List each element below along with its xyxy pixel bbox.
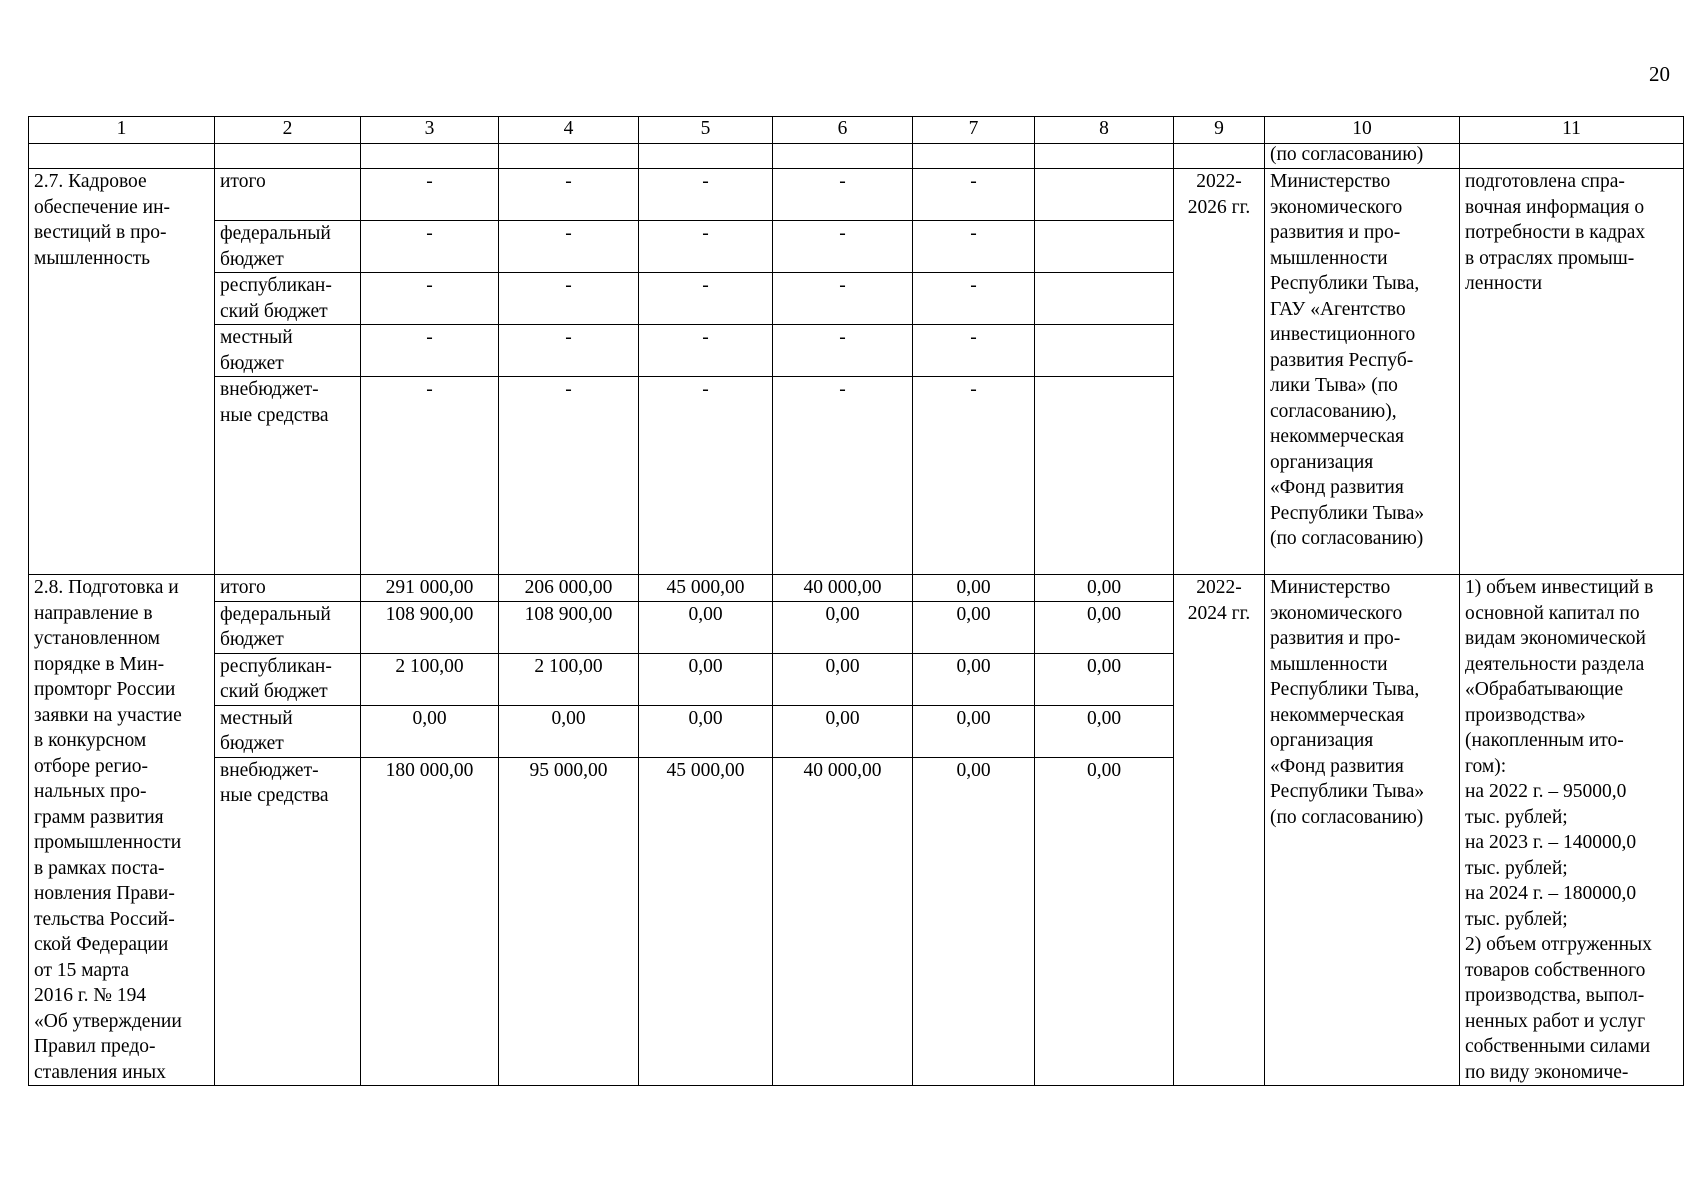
expected-result: 1) объем инвестиций в основной капитал по видам экономической деятельности раздела «Обрабатывающие производства» (накопленным ито- гом): на 2022 г. – 95000,0 тыс. рублей; на 2023 г. – 140000,0 тыс. рублей; на 2024 г. – 180000,0 тыс. рублей; 2) объем отгруженных товаров собственного производства, выпол- ненных работ и услуг собственными силами по виду экономиче-	[1460, 575, 1684, 1086]
amount-cell: -	[499, 221, 639, 273]
amount-cell: -	[773, 169, 913, 221]
amount-cell	[1035, 273, 1174, 325]
amount-cell	[1035, 377, 1174, 575]
amount-cell: 0,00	[639, 705, 773, 757]
funding-source: федеральный бюджет	[215, 221, 361, 273]
amount-cell: 0,00	[913, 653, 1035, 705]
program-activities-table	[28, 116, 1684, 1086]
amount-cell: -	[913, 377, 1035, 575]
amount-cell: 0,00	[913, 757, 1035, 1086]
amount-cell: 0,00	[1035, 757, 1174, 1086]
continuation-row	[29, 144, 1684, 169]
empty-cell	[1035, 144, 1174, 169]
funding-source: итого	[215, 169, 361, 221]
amount-cell: 40 000,00	[773, 575, 913, 602]
funding-source: внебюджет- ные средства	[215, 377, 361, 575]
responsible-executor: Министерство экономического развития и про- мышленности Республики Тыва, ГАУ «Агентство инвестиционного развития Респуб- лики Тыва» (по согласованию), некоммерческая организация «Фонд развития Республики Тыва» (по согласованию)	[1265, 169, 1460, 575]
amount-cell: 0,00	[773, 653, 913, 705]
amount-cell: 0,00	[913, 575, 1035, 602]
empty-cell	[499, 144, 639, 169]
empty-cell	[361, 144, 499, 169]
empty-cell	[29, 144, 215, 169]
amount-cell: 45 000,00	[639, 575, 773, 602]
amount-cell: 0,00	[1035, 653, 1174, 705]
funding-source: итого	[215, 575, 361, 602]
amount-cell: 0,00	[913, 705, 1035, 757]
amount-cell: -	[499, 377, 639, 575]
amount-cell: -	[361, 169, 499, 221]
amount-cell: -	[361, 221, 499, 273]
amount-cell	[1035, 221, 1174, 273]
amount-cell: -	[773, 221, 913, 273]
amount-cell: 40 000,00	[773, 757, 913, 1086]
funding-source: внебюджет- ные средства	[215, 757, 361, 1086]
empty-cell	[1460, 144, 1684, 169]
funding-source: республикан- ский бюджет	[215, 273, 361, 325]
implementation-years: 2022- 2024 гг.	[1174, 575, 1265, 1086]
amount-cell: 0,00	[361, 705, 499, 757]
amount-cell: -	[639, 377, 773, 575]
section-2-7-total-row	[29, 169, 1684, 221]
amount-cell: 0,00	[1035, 575, 1174, 602]
amount-cell: 291 000,00	[361, 575, 499, 602]
column-number: 7	[913, 117, 1035, 144]
column-number: 10	[1265, 117, 1460, 144]
amount-cell: 108 900,00	[499, 601, 639, 653]
column-number: 11	[1460, 117, 1684, 144]
amount-cell: -	[773, 273, 913, 325]
amount-cell: 0,00	[773, 705, 913, 757]
expected-result: подготовлена спра- вочная информация о потребности в кадрах в отраслях промыш- ленности	[1460, 169, 1684, 575]
amount-cell: 45 000,00	[639, 757, 773, 1086]
amount-cell: -	[773, 325, 913, 377]
funding-source: федеральный бюджет	[215, 601, 361, 653]
amount-cell: 2 100,00	[499, 653, 639, 705]
funding-source: республикан- ский бюджет	[215, 653, 361, 705]
amount-cell: -	[913, 325, 1035, 377]
amount-cell: 180 000,00	[361, 757, 499, 1086]
funding-source: местный бюджет	[215, 325, 361, 377]
activity-title: 2.7. Кадровое обеспечение ин- вестиций в про- мышленность	[29, 169, 215, 575]
amount-cell: -	[639, 273, 773, 325]
amount-cell: -	[773, 377, 913, 575]
empty-cell	[773, 144, 913, 169]
amount-cell: 0,00	[639, 601, 773, 653]
executor-continuation: (по согласованию)	[1265, 144, 1460, 169]
column-number: 3	[361, 117, 499, 144]
amount-cell: -	[499, 325, 639, 377]
amount-cell: -	[499, 169, 639, 221]
responsible-executor: Министерство экономического развития и про- мышленности Республики Тыва, некоммерческая организация «Фонд развития Республики Тыва» (по согласованию)	[1265, 575, 1460, 1086]
funding-source: местный бюджет	[215, 705, 361, 757]
amount-cell: -	[361, 325, 499, 377]
empty-cell	[215, 144, 361, 169]
activity-title: 2.8. Подготовка и направление в установленном порядке в Мин- промторг России заявки на участие в конкурсном отборе регио- нальных про- грамм развития промышленности в рамках поста- новления Прави- тельства Россий- ской Федерации от 15 марта 2016 г. № 194 «Об утверждении Правил предо- ставления иных	[29, 575, 215, 1086]
column-number: 1	[29, 117, 215, 144]
amount-cell	[1035, 169, 1174, 221]
section-2-8-total-row	[29, 575, 1684, 602]
column-number: 5	[639, 117, 773, 144]
amount-cell: 2 100,00	[361, 653, 499, 705]
amount-cell: -	[361, 273, 499, 325]
amount-cell: 0,00	[913, 601, 1035, 653]
amount-cell: -	[913, 221, 1035, 273]
amount-cell: -	[913, 273, 1035, 325]
amount-cell: 0,00	[639, 653, 773, 705]
amount-cell: 108 900,00	[361, 601, 499, 653]
amount-cell: 0,00	[773, 601, 913, 653]
column-number: 8	[1035, 117, 1174, 144]
amount-cell: -	[499, 273, 639, 325]
empty-cell	[639, 144, 773, 169]
amount-cell: 0,00	[1035, 601, 1174, 653]
amount-cell: -	[639, 325, 773, 377]
amount-cell: 0,00	[499, 705, 639, 757]
column-number: 4	[499, 117, 639, 144]
page-number: 20	[1649, 62, 1670, 86]
amount-cell: 0,00	[1035, 705, 1174, 757]
amount-cell	[1035, 325, 1174, 377]
amount-cell: -	[639, 169, 773, 221]
amount-cell: 206 000,00	[499, 575, 639, 602]
column-number: 9	[1174, 117, 1265, 144]
amount-cell: -	[913, 169, 1035, 221]
amount-cell: -	[361, 377, 499, 575]
empty-cell	[1174, 144, 1265, 169]
empty-cell	[913, 144, 1035, 169]
column-number-row	[29, 117, 1684, 144]
implementation-years: 2022- 2026 гг.	[1174, 169, 1265, 575]
amount-cell: 95 000,00	[499, 757, 639, 1086]
column-number: 2	[215, 117, 361, 144]
amount-cell: -	[639, 221, 773, 273]
column-number: 6	[773, 117, 913, 144]
